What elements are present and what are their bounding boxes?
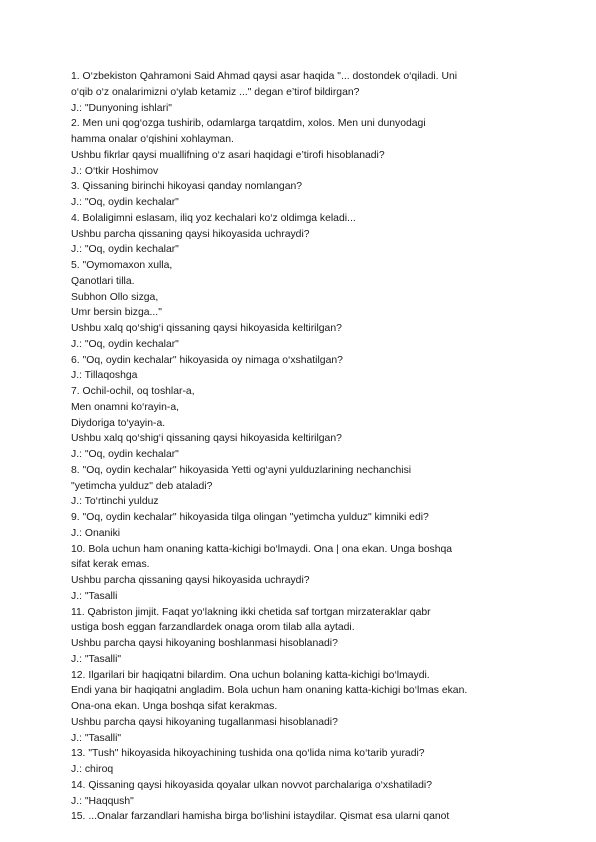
text-line: Ushbu parcha qissaning qaysi hikoyasida uchraydi? — [71, 575, 310, 586]
text-line: 13. "Tush" hikoyasida hikoyachining tushida ona qo‘lida nima ko‘tarib yuradi? — [71, 748, 425, 760]
text-line: 3. Qissaning birinchi hikoyasi qanday nomlangan? — [71, 181, 303, 193]
text-line: ustiga bosh eggan farzandlardek onaga orom tilab alla aytadi. — [71, 622, 355, 634]
text-line: 12. Ilgarilari bir haqiqatni bilardim. Ona uchun bolaning katta-kichigi bo‘lmaydi. — [71, 669, 430, 681]
text-line: 14. Qissaning qaysi hikoyasida qoyalar ulkan novvot parchalariga o‘xshatiladi? — [71, 779, 432, 791]
text-line: 2. Men uni qog‘ozga tushirib, odamlarga tarqatdim, xolos. Men uni dunyodagi — [71, 118, 426, 130]
text-line: Ushbu parcha qaysi hikoyaning boshlanmasi hisoblanadi? — [71, 638, 338, 649]
answer-line: J.: chiroq — [71, 764, 114, 775]
text-line: Ushbu xalq qo‘shig‘i qissaning qaysi hikoyasida keltirilgan? — [71, 323, 342, 334]
text-line: 11. Qabriston jimjit. Faqat yo‘lakning ikki chetida saf tortgan mirzateraklar qabr — [71, 606, 431, 618]
text-line: Ushbu xalq qo‘shig‘i qissaning qaysi hikoyasida keltirilgan? — [71, 433, 342, 445]
answer-line: J.: To‘rtinchi yulduz — [71, 496, 159, 508]
answer-line: J.: Tillaqoshga — [71, 370, 138, 382]
text-line: Ushbu parcha qissaning qaysi hikoyasida uchraydi? — [71, 228, 310, 240]
text-line: sifat kerak emas. — [71, 559, 150, 571]
answer-line: J.: "Oq, oydin kechalar" — [71, 197, 179, 208]
answer-line: J.: "Oq, oydin kechalar" — [71, 338, 179, 350]
text-line: 5. "Oymomaxon xulla, — [71, 260, 173, 271]
text-line: Diydoriga to‘yayin-a. — [71, 417, 166, 429]
answer-line: J.: "Dunyoning ishlari" — [71, 102, 172, 114]
text-line: Men onamni ko‘rayin-a, — [71, 401, 179, 413]
text-line: Subhon Ollo sizga, — [71, 291, 159, 303]
text-line: Ushbu fikrlar qaysi muallifning o‘z asari haqidagi e’tirofi hisoblanadi? — [71, 149, 385, 161]
text-line: "yetimcha yulduz" deb ataladi? — [71, 480, 213, 492]
answer-line: J.: "Haqqush" — [71, 795, 134, 807]
text-line: Qanotlari tilla. — [71, 275, 135, 287]
text-line: 8. "Oq, oydin kechalar" hikoyasida Yetti og‘ayni yulduzlarining nechanchisi — [71, 464, 412, 476]
answer-line: J.: "Tasalli" — [71, 653, 122, 665]
text-line: Ushbu parcha qaysi hikoyaning tugallanmasi hisoblanadi? — [71, 716, 338, 728]
text-line: 10. Bola uchun ham onaning katta-kichigi bo‘lmaydi. Ona | ona ekan. Unga boshqa — [71, 543, 453, 555]
text-line: Endi yana bir haqiqatni angladim. Bola uchun ham onaning katta-kichigi bo‘lmas ekan. — [71, 685, 468, 697]
text-line: 15. ...Onalar farzandlari hamisha birga bo‘lishini istaydilar. Qismat esa ularni qanot — [71, 811, 450, 823]
text-line: Ona-ona ekan. Unga boshqa sifat kerakmas. — [71, 701, 278, 712]
text-line: 7. Ochil-ochil, oq toshlar-a, — [71, 386, 195, 397]
answer-line: J.: Onaniki — [71, 527, 121, 539]
answer-line: J.: "Tasalli" — [71, 732, 122, 744]
text-line: hamma onalar o‘qishini xohlayman. — [71, 134, 234, 145]
answer-line: J.: "Tasalli — [71, 590, 118, 602]
text-line: Umr bersin bizga..." — [71, 307, 162, 319]
answer-line: J.: "Oq, oydin kechalar" — [71, 449, 179, 460]
document-page — [71, 69, 531, 825]
text-line: 1. O‘zbekiston Qahramoni Said Ahmad qaysi asar haqida "... dostondek o‘qiladi. Uni — [71, 71, 458, 82]
text-line: 6. "Oq, oydin kechalar" hikoyasida oy nimaga o‘xshatilgan? — [71, 354, 343, 366]
answer-line: J.: O‘tkir Hoshimov — [71, 165, 159, 177]
text-line: 9. "Oq, oydin kechalar" hikoyasida tilga olingan "yetimcha yulduz" kimniki edi? — [71, 512, 429, 523]
text-line: o‘qib o‘z onalarimizni o‘ylab ketamiz ..." degan e’tirof bildirgan? — [71, 86, 360, 98]
answer-line: J.: "Oq, oydin kechalar" — [71, 244, 179, 256]
text-line: 4. Bolaligimni eslasam, iliq yoz kechalari ko‘z oldimga keladi... — [71, 212, 356, 224]
